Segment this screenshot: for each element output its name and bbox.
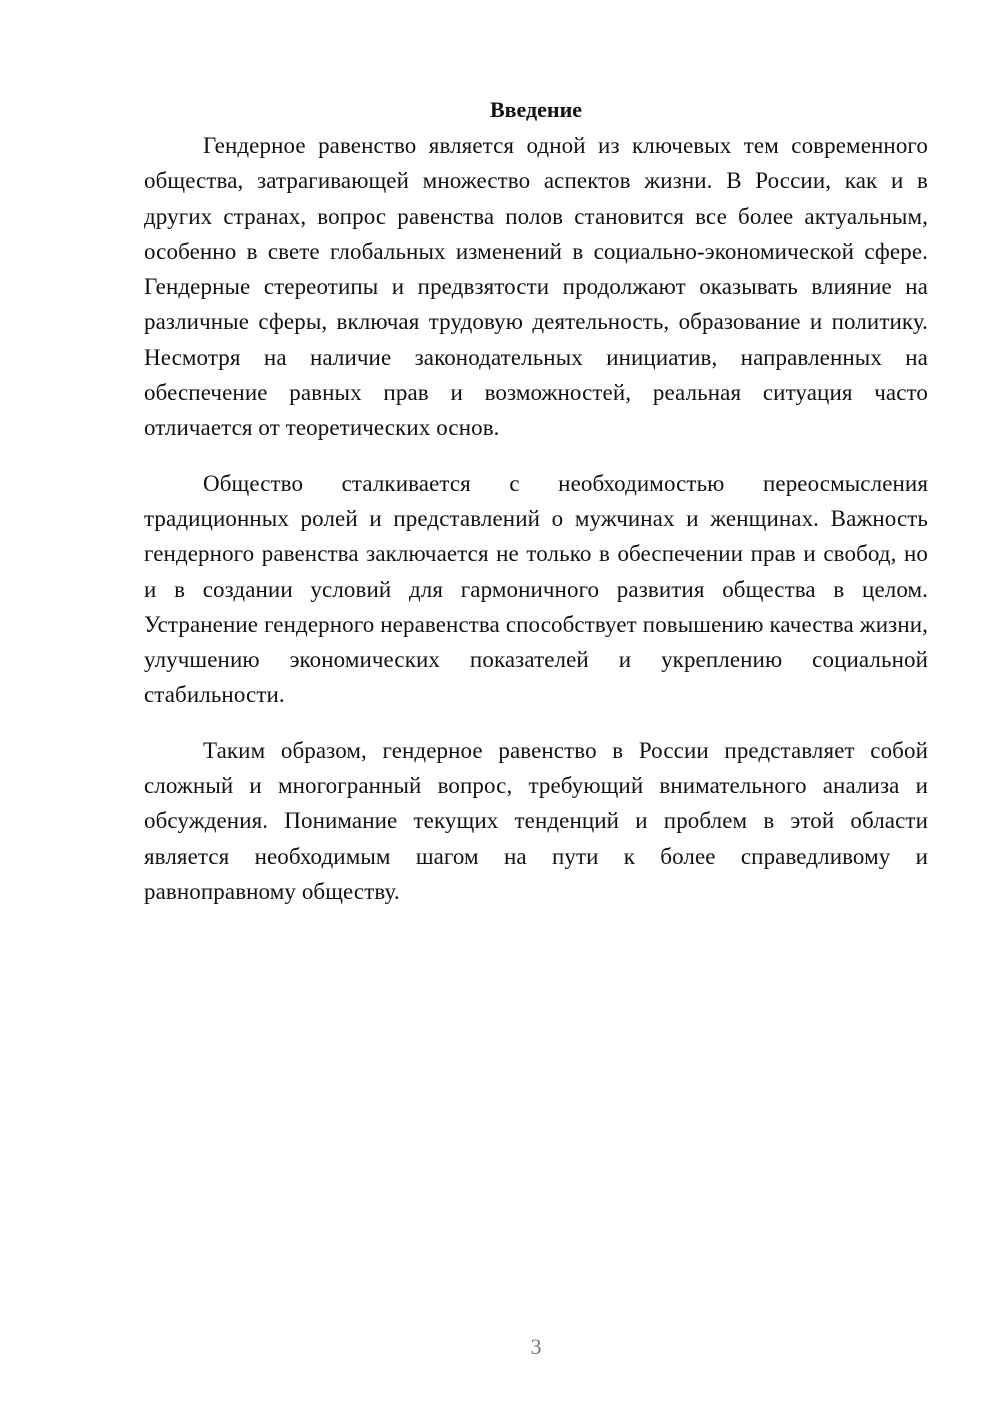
- page-content: [144, 92, 928, 929]
- paragraph-1: Гендерное равенство является одной из ключевых тем современного общества, затрагивающей множество аспектов жизни. В России, как и в других странах, вопрос равенства полов становится все более актуальным, особенно в свете глобальных изменений в социально-экономической сфере. Гендерные стереотипы и предвзятости продолжают оказывать влияние на различные сферы, включая трудовую деятельность, образование и политику. Несмотря на наличие законодательных инициатив, направленных на обеспечение равных прав и возможностей, реальная ситуация часто отличается от теоретических основ.: [144, 133, 928, 441]
- paragraph-3: Таким образом, гендерное равенство в России представляет собой сложный и многогранный вопрос, требующий внимательного анализа и обсуждения. Понимание текущих тенденций и проблем в этой области является необходимым шагом на пути к более справедливому и равноправному обществу.: [144, 737, 928, 904]
- paragraph-2: Общество сталкивается с необходимостью переосмысления традиционных ролей и представлений о мужчинах и женщинах. Важность гендерного равенства заключается не только в обеспечении прав и свобод, но и в создании условий для гармоничного развития общества в целом. Устранение гендерного неравенства способствует повышению качества жизни, улучшению экономических показателей и укреплению социальной стабильности.: [144, 470, 928, 708]
- section-heading: Введение: [489, 97, 583, 122]
- page-number: 3: [530, 1334, 542, 1359]
